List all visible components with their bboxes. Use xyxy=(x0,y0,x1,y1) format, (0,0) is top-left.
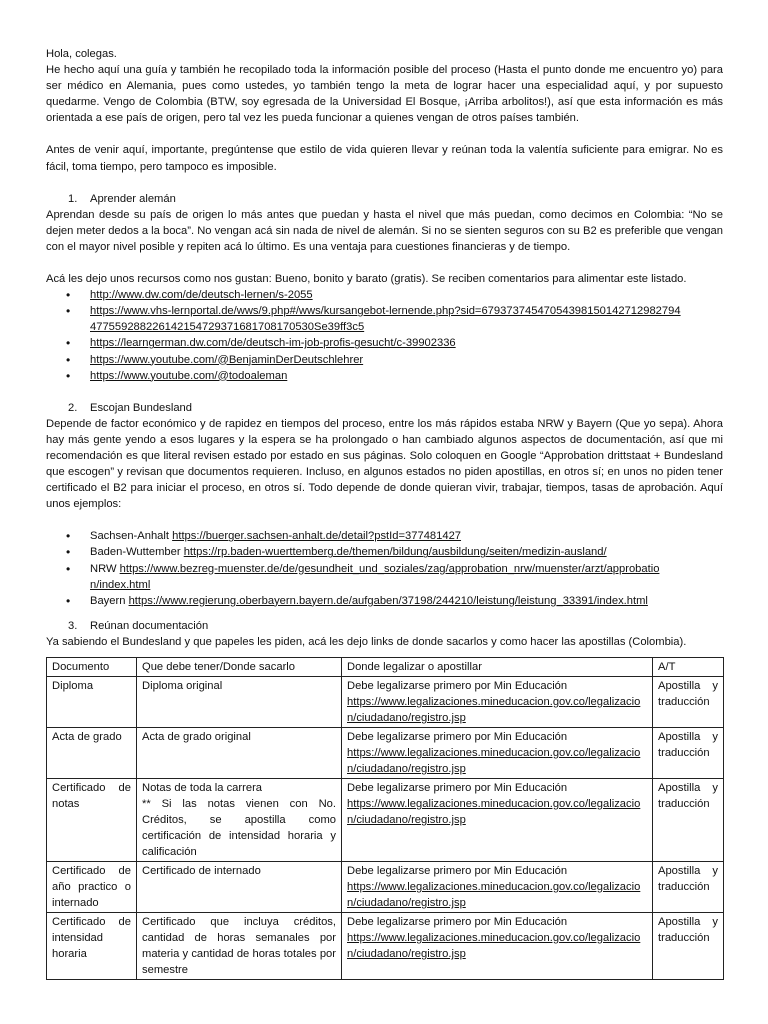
list-item xyxy=(46,368,723,384)
table-row xyxy=(47,913,724,980)
document-page xyxy=(46,46,723,980)
section-heading-bundesland xyxy=(46,400,723,416)
list-item xyxy=(46,544,723,560)
section-number: 2. xyxy=(68,401,78,414)
state-name: NRW xyxy=(90,562,117,575)
section-heading-documentacion xyxy=(46,618,723,634)
what-cell: Acta de grado original xyxy=(137,728,342,779)
what-note: ** Si las notas vienen con No. Créditos, se apostilla como certificación de intensidad horaria y calificación xyxy=(142,798,336,858)
what-text: Notas de toda la carrera xyxy=(142,782,263,794)
legalize-cell xyxy=(342,913,653,980)
header-cell: Donde legalizar o apostillar xyxy=(342,658,653,677)
list-item xyxy=(46,561,723,593)
legalize-text: Debe legalizarse primero por Min Educación xyxy=(347,782,568,794)
legalize-cell xyxy=(342,862,653,913)
list-item xyxy=(46,528,723,544)
section3-paragraph: Ya sabiendo el Bundesland y que papeles les piden, acá les dejo links de donde sacarlos y como hacer las apostillas (Colombia). xyxy=(46,635,687,648)
state-name: Baden-Wuttember xyxy=(90,546,181,559)
list-item xyxy=(46,352,723,368)
document-cell: Certificado de notas xyxy=(47,779,137,862)
resource-link[interactable]: https://www.youtube.com/@BenjaminDerDeutschlehrer xyxy=(90,353,364,366)
table-row xyxy=(47,862,724,913)
resource-link[interactable]: https://learngerman.dw.com/de/deutsch-im-job-profis-gesucht/c-39902336 xyxy=(90,337,456,350)
what-cell: Certificado de internado xyxy=(137,862,342,913)
legalize-text: Debe legalizarse primero por Min Educación xyxy=(347,865,568,877)
legalize-cell xyxy=(342,677,653,728)
legalize-cell xyxy=(342,728,653,779)
state-link[interactable]: https://rp.baden-wuerttemberg.de/themen/bildung/ausbildung/seiten/medizin-ausland/ xyxy=(183,546,607,559)
legalize-link[interactable]: https://www.legalizaciones.mineducacion.gov.co/legalizacion/ciudadano/registro.jsp xyxy=(347,747,641,775)
document-cell: Certificado de año practico o internado xyxy=(47,862,137,913)
section-title: Aprender alemán xyxy=(90,192,176,205)
warning-paragraph: Antes de venir aquí, importante, pregúntense que estilo de vida quieren llevar y reúnan toda la valentía suficiente para emigrar. No es fácil, toma tiempo, pero tampoco es imposible. xyxy=(46,144,723,173)
table-row xyxy=(47,677,724,728)
list-item xyxy=(46,303,723,335)
at-cell: Apostilla y traducción xyxy=(653,913,724,980)
section1-paragraph: Aprendan desde su país de origen lo más antes que puedan y hasta el nivel que más puedan, como decimos en Colombia: “No se dejen meter dedos a la boca”. No vengan acá sin nada de nivel de alemán. Si no se sienten seguros con su B2 es preferible que vengan con el mayor nivel posible y repiten acá lo último. Es una ventaja para cuestiones financieras y de tiempo. xyxy=(46,208,723,253)
legalize-link[interactable]: https://www.legalizaciones.mineducacion.gov.co/legalizacion/ciudadano/registro.jsp xyxy=(347,798,641,826)
at-cell: Apostilla y traducción xyxy=(653,677,724,728)
state-list xyxy=(46,528,723,608)
table-row xyxy=(47,779,724,862)
list-item xyxy=(46,593,723,609)
resources-intro: Acá les dejo unos recursos como nos gustan: Bueno, bonito y barato (gratis). Se reciben comentarios para alimentar este listado. xyxy=(46,273,687,286)
at-cell: Apostilla y traducción xyxy=(653,779,724,862)
section-title: Reúnan documentación xyxy=(90,619,209,632)
intro-paragraph: He hecho aquí una guía y también he recopilado toda la información posible del proceso (Hasta el punto donde me encuentro yo) para ser médico en Alemania, pues como ustedes, yo también tengo la meta de lograr hacer una especialidad aquí, y por supuesto quedarme. Vengo de Colombia (BTW, soy egresada de la Universidad El Bosque, ¡Arriba arbolitos!), así que esta información es más orientada a ese país de origen, pero tal vez les pueda funcionar a quienes vengan de otros países también. xyxy=(46,64,723,125)
header-cell: A/T xyxy=(653,658,724,677)
table-header-row xyxy=(47,658,724,677)
legalize-link[interactable]: https://www.legalizaciones.mineducacion.gov.co/legalizacion/ciudadano/registro.jsp xyxy=(347,881,641,909)
legalize-text: Debe legalizarse primero por Min Educación xyxy=(347,731,568,743)
section-number: 3. xyxy=(68,619,78,632)
at-cell: Apostilla y traducción xyxy=(653,862,724,913)
state-link[interactable]: https://buerger.sachsen-anhalt.de/detail?pstId=377481427 xyxy=(172,530,462,543)
resource-list xyxy=(46,287,723,384)
state-link[interactable]: https://www.regierung.oberbayern.bayern.de/aufgaben/37198/244210/leistung/leistung_33391/index.html xyxy=(128,594,648,607)
documents-table xyxy=(46,657,724,980)
legalize-link[interactable]: https://www.legalizaciones.mineducacion.gov.co/legalizacion/ciudadano/registro.jsp xyxy=(347,696,641,724)
section-heading-aprender-aleman xyxy=(46,191,723,207)
document-cell: Acta de grado xyxy=(47,728,137,779)
legalize-cell xyxy=(342,779,653,862)
section-number: 1. xyxy=(68,192,78,205)
what-cell xyxy=(137,779,342,862)
legalize-text: Debe legalizarse primero por Min Educación xyxy=(347,680,568,692)
resource-link[interactable]: https://www.youtube.com/@todoaleman xyxy=(90,369,288,382)
greeting: Hola, colegas. xyxy=(46,48,117,60)
section-title: Escojan Bundesland xyxy=(90,401,193,414)
resource-link[interactable]: https://www.vhs-lernportal.de/wws/9.php#/wws/kursangebot-lernende.php?sid=67937374547054398150142712982794477559288226142154729371681708170530Se39ff3c5 xyxy=(90,305,681,334)
state-link[interactable]: https://www.bezreg-muenster.de/de/gesundheit_und_soziales/zag/approbation_nrw/muenster/arzt/approbation/index.html xyxy=(90,562,660,591)
document-cell: Diploma xyxy=(47,677,137,728)
state-name: Bayern xyxy=(90,594,126,607)
legalize-text: Debe legalizarse primero por Min Educación xyxy=(347,916,568,928)
header-cell: Documento xyxy=(47,658,137,677)
resource-link[interactable]: http://www.dw.com/de/deutsch-lernen/s-2055 xyxy=(90,289,313,302)
table-row xyxy=(47,728,724,779)
document-cell: Certificado de intensidad horaria xyxy=(47,913,137,980)
what-cell: Diploma original xyxy=(137,677,342,728)
list-item xyxy=(46,335,723,351)
state-name: Sachsen-Anhalt xyxy=(90,530,169,543)
list-item xyxy=(46,287,723,303)
section2-paragraph: Depende de factor económico y de rapidez en tiempos del proceso, entre los más rápidos estaba NRW y Bayern (Que yo sepa). Ahora hay más gente yendo a esos lugares y la espera se ha prolongado o han cambiado algunos aspectos de documentación, así que mi recomendación es que literal revisen estado por estado en sus páginas. Solo coloquen en Google “Approbation drittstaat + Bundesland que escogen” y revisan que documentos requieren. Incluso, en algunos estados no piden apostillas, en otros sí; en unos no piden tener certificado el B2 para iniciar el proceso, en otros sí. Todo depende de donde quieran vivir, trabajar, tiempos, tasas de aprobación. Aquí unos ejemplos: xyxy=(46,417,723,511)
legalize-link[interactable]: https://www.legalizaciones.mineducacion.gov.co/legalizacion/ciudadano/registro.jsp xyxy=(347,932,641,960)
header-cell: Que debe tener/Donde sacarlo xyxy=(137,658,342,677)
what-cell: Certificado que incluya créditos, cantidad de horas semanales por materia y cantidad de horas totales por semestre xyxy=(137,913,342,980)
at-cell: Apostilla y traducción xyxy=(653,728,724,779)
